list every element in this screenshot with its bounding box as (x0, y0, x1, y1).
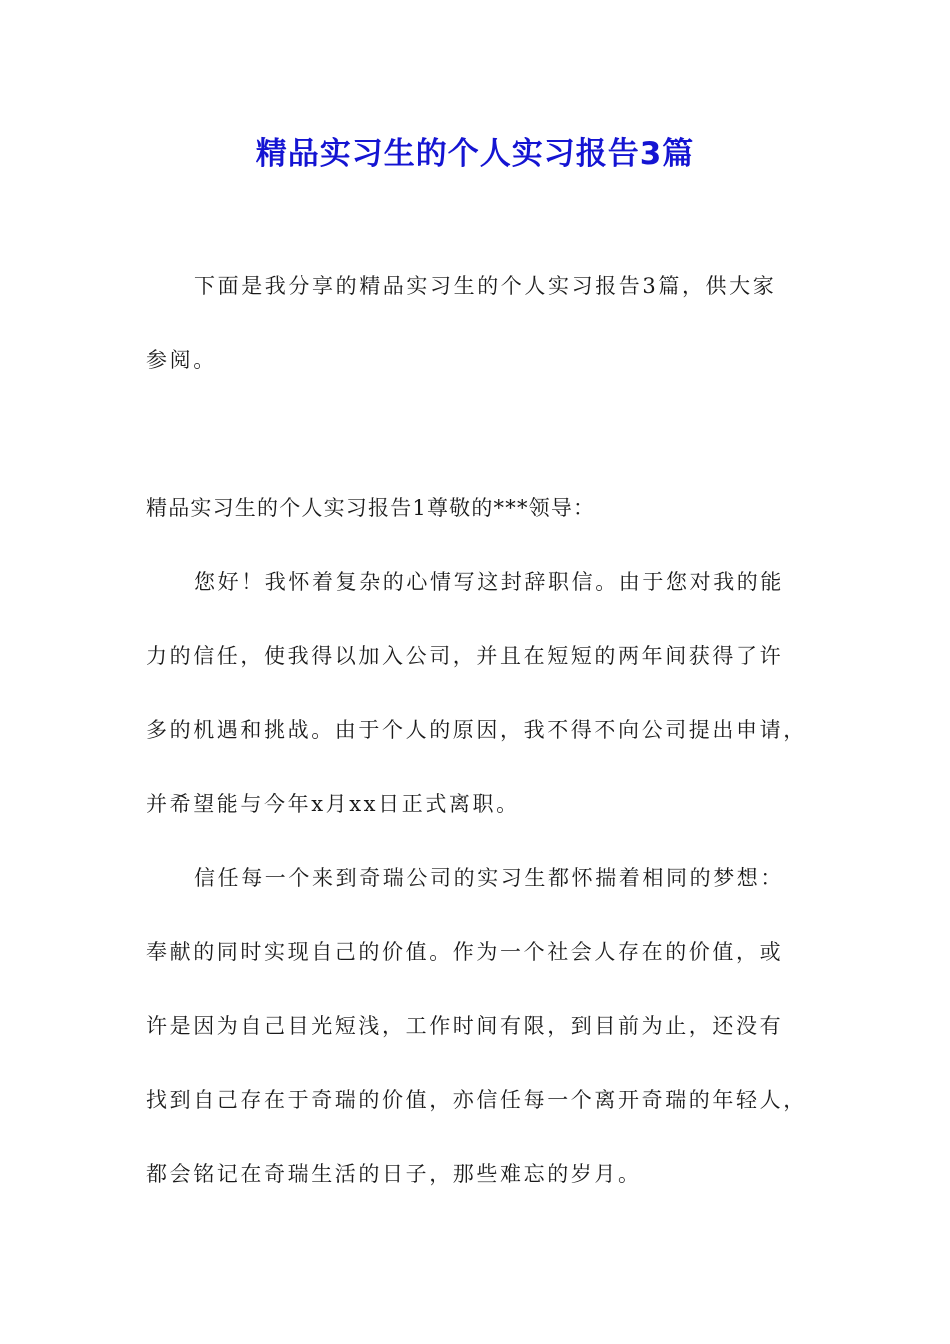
paragraph-2-line-3: 许是因为自己目光短浅，工作时间有限，到目前为止，还没有 (146, 1014, 784, 1038)
intro-line-2: 参阅。 (146, 348, 217, 372)
paragraph-1-line-4: 并希望能与今年x月xx日正式离职。 (146, 792, 520, 816)
paragraph-2-line-5: 都会铭记在奇瑞生活的日子，那些难忘的岁月。 (146, 1162, 642, 1186)
paragraph-1-line-3: 多的机遇和挑战。由于个人的原因，我不得不向公司提出申请， (146, 718, 807, 742)
paragraph-2-line-2: 奉献的同时实现自己的价值。作为一个社会人存在的价值，或 (146, 940, 784, 964)
document-title: 精品实习生的个人实习报告3篇 (255, 136, 695, 172)
intro-line-1: 下面是我分享的精品实习生的个人实习报告3篇，供大家 (194, 274, 777, 298)
paragraph-1-line-2: 力的信任，使我得以加入公司，并且在短短的两年间获得了许 (146, 644, 784, 668)
paragraph-1-line-1: 您好！我怀着复杂的心情写这封辞职信。由于您对我的能 (194, 570, 784, 594)
paragraph-2-line-4: 找到自己存在于奇瑞的价值，亦信任每一个离开奇瑞的年轻人， (146, 1088, 807, 1112)
paragraph-2-line-1: 信任每一个来到奇瑞公司的实习生都怀揣着相同的梦想： (194, 866, 784, 890)
section-heading-report-1: 精品实习生的个人实习报告1尊敬的***领导： (146, 496, 596, 520)
